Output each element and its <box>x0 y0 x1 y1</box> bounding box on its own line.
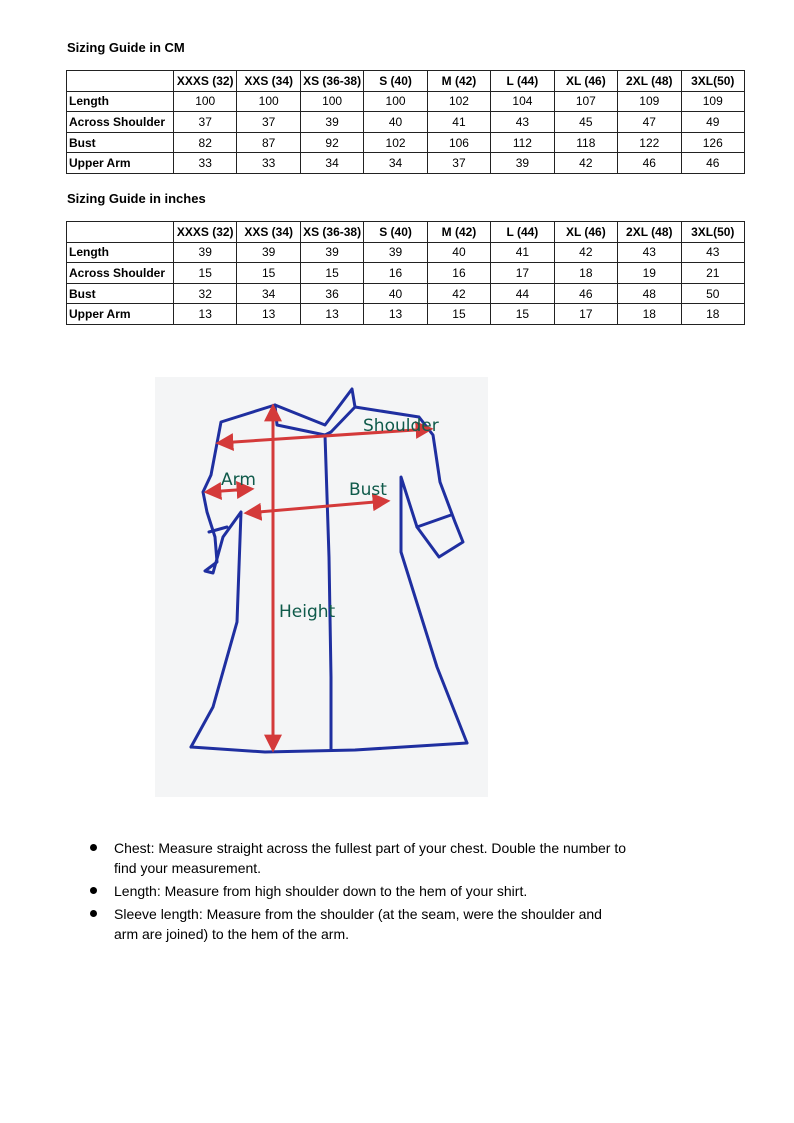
sketch-label-height: Height <box>279 602 336 622</box>
inch-table-row <box>67 304 745 325</box>
inch-header-cell: XS (36-38) <box>300 222 363 243</box>
cm-value-cell: 40 <box>364 112 427 133</box>
cm-value-cell: 118 <box>554 132 617 153</box>
inch-header-cell: M (42) <box>427 222 490 243</box>
note-text: Chest: Measure straight across the fullest part of your chest. Double the number to find your measurement. <box>114 840 627 876</box>
inch-header-cell: S (40) <box>364 222 427 243</box>
inch-value-cell: 36 <box>300 283 363 304</box>
inch-value-cell: 50 <box>681 283 745 304</box>
inch-value-cell: 43 <box>618 242 681 263</box>
inch-value-cell: 41 <box>491 242 554 263</box>
cm-value-cell: 82 <box>174 132 237 153</box>
cm-value-cell: 46 <box>618 153 681 174</box>
inch-value-cell: 18 <box>681 304 745 325</box>
note-text: Length: Measure from high shoulder down to the hem of your shirt. <box>114 883 528 899</box>
note-text: Sleeve length: Measure from the shoulder (at the seam, were the shoulder and arm are joined) to the hem of the arm. <box>114 906 602 942</box>
cm-value-cell: 42 <box>554 153 617 174</box>
cm-row-label: Bust <box>67 132 174 153</box>
inch-value-cell: 13 <box>300 304 363 325</box>
inch-value-cell: 39 <box>364 242 427 263</box>
cm-value-cell: 109 <box>618 91 681 112</box>
inch-header-cell: XXXS (32) <box>174 222 237 243</box>
note-item <box>88 904 628 944</box>
inch-table-row <box>67 263 745 284</box>
inch-value-cell: 39 <box>237 242 300 263</box>
cm-value-cell: 39 <box>300 112 363 133</box>
inch-value-cell: 21 <box>681 263 745 284</box>
bullet-icon <box>90 910 97 917</box>
cm-size-table <box>66 70 745 174</box>
cm-table-row <box>67 91 745 112</box>
inch-value-cell: 17 <box>554 304 617 325</box>
cm-header-cell: M (42) <box>427 71 490 92</box>
inch-value-cell: 39 <box>300 242 363 263</box>
inch-value-cell: 43 <box>681 242 745 263</box>
cm-value-cell: 87 <box>237 132 300 153</box>
sketch-label-shoulder: Shoulder <box>363 416 439 436</box>
inch-size-table <box>66 221 745 325</box>
inch-row-label: Across Shoulder <box>67 263 174 284</box>
inch-header-cell <box>67 222 174 243</box>
inch-row-label: Bust <box>67 283 174 304</box>
inch-value-cell: 42 <box>554 242 617 263</box>
cm-value-cell: 37 <box>427 153 490 174</box>
cm-value-cell: 41 <box>427 112 490 133</box>
inch-value-cell: 13 <box>174 304 237 325</box>
cm-value-cell: 109 <box>681 91 745 112</box>
cm-header-cell: 3XL(50) <box>681 71 745 92</box>
cm-value-cell: 49 <box>681 112 745 133</box>
cm-value-cell: 37 <box>237 112 300 133</box>
cm-header-cell: XXXS (32) <box>174 71 237 92</box>
inch-value-cell: 19 <box>618 263 681 284</box>
cm-value-cell: 122 <box>618 132 681 153</box>
cm-value-cell: 107 <box>554 91 617 112</box>
inch-value-cell: 15 <box>237 263 300 284</box>
cm-value-cell: 33 <box>237 153 300 174</box>
bullet-icon <box>90 844 97 851</box>
cm-value-cell: 39 <box>491 153 554 174</box>
inch-row-label: Length <box>67 242 174 263</box>
cm-value-cell: 100 <box>300 91 363 112</box>
inch-value-cell: 46 <box>554 283 617 304</box>
inch-value-cell: 40 <box>427 242 490 263</box>
cm-header-cell <box>67 71 174 92</box>
sketch-label-bust: Bust <box>349 480 387 500</box>
inch-header-cell: 2XL (48) <box>618 222 681 243</box>
garment-measurement-sketch <box>155 377 488 797</box>
cm-row-label: Across Shoulder <box>67 112 174 133</box>
sketch-background <box>155 377 488 797</box>
cm-value-cell: 92 <box>300 132 363 153</box>
inch-value-cell: 17 <box>491 263 554 284</box>
cm-value-cell: 126 <box>681 132 745 153</box>
inch-header-cell: XXS (34) <box>237 222 300 243</box>
inch-value-cell: 15 <box>300 263 363 284</box>
cm-header-cell: XXS (34) <box>237 71 300 92</box>
cm-value-cell: 34 <box>364 153 427 174</box>
cm-value-cell: 100 <box>174 91 237 112</box>
inch-table-row <box>67 242 745 263</box>
inch-header-cell: L (44) <box>491 222 554 243</box>
cm-row-label: Length <box>67 91 174 112</box>
inch-header-row <box>67 222 745 243</box>
sketch-label-arm: Arm <box>221 470 256 490</box>
cm-table-row <box>67 112 745 133</box>
inch-value-cell: 13 <box>237 304 300 325</box>
cm-table-row <box>67 153 745 174</box>
inch-value-cell: 39 <box>174 242 237 263</box>
cm-value-cell: 102 <box>364 132 427 153</box>
inch-value-cell: 40 <box>364 283 427 304</box>
note-item <box>88 881 628 901</box>
inch-value-cell: 48 <box>618 283 681 304</box>
cm-value-cell: 47 <box>618 112 681 133</box>
inch-value-cell: 44 <box>491 283 554 304</box>
cm-value-cell: 100 <box>364 91 427 112</box>
inch-value-cell: 42 <box>427 283 490 304</box>
cm-value-cell: 46 <box>681 153 745 174</box>
cm-value-cell: 43 <box>491 112 554 133</box>
inch-value-cell: 18 <box>618 304 681 325</box>
cm-value-cell: 100 <box>237 91 300 112</box>
cm-value-cell: 102 <box>427 91 490 112</box>
cm-header-cell: 2XL (48) <box>618 71 681 92</box>
inch-header-cell: 3XL(50) <box>681 222 745 243</box>
inch-table-row <box>67 283 745 304</box>
inch-value-cell: 15 <box>174 263 237 284</box>
cm-value-cell: 104 <box>491 91 554 112</box>
cm-value-cell: 33 <box>174 153 237 174</box>
inch-header-cell: XL (46) <box>554 222 617 243</box>
note-item <box>88 838 628 878</box>
cm-header-cell: S (40) <box>364 71 427 92</box>
inch-guide-title: Sizing Guide in inches <box>67 191 206 206</box>
cm-header-cell: XL (46) <box>554 71 617 92</box>
cm-value-cell: 37 <box>174 112 237 133</box>
inch-value-cell: 16 <box>427 263 490 284</box>
cm-value-cell: 45 <box>554 112 617 133</box>
inch-row-label: Upper Arm <box>67 304 174 325</box>
cm-header-cell: L (44) <box>491 71 554 92</box>
measurement-notes <box>88 838 628 947</box>
cm-header-row <box>67 71 745 92</box>
cm-header-cell: XS (36-38) <box>300 71 363 92</box>
inch-value-cell: 32 <box>174 283 237 304</box>
cm-value-cell: 106 <box>427 132 490 153</box>
cm-guide-title: Sizing Guide in CM <box>67 40 185 55</box>
inch-value-cell: 18 <box>554 263 617 284</box>
inch-value-cell: 15 <box>491 304 554 325</box>
inch-value-cell: 34 <box>237 283 300 304</box>
cm-table-row <box>67 132 745 153</box>
cm-value-cell: 112 <box>491 132 554 153</box>
bullet-icon <box>90 887 97 894</box>
inch-value-cell: 15 <box>427 304 490 325</box>
inch-value-cell: 16 <box>364 263 427 284</box>
cm-row-label: Upper Arm <box>67 153 174 174</box>
inch-value-cell: 13 <box>364 304 427 325</box>
cm-value-cell: 34 <box>300 153 363 174</box>
